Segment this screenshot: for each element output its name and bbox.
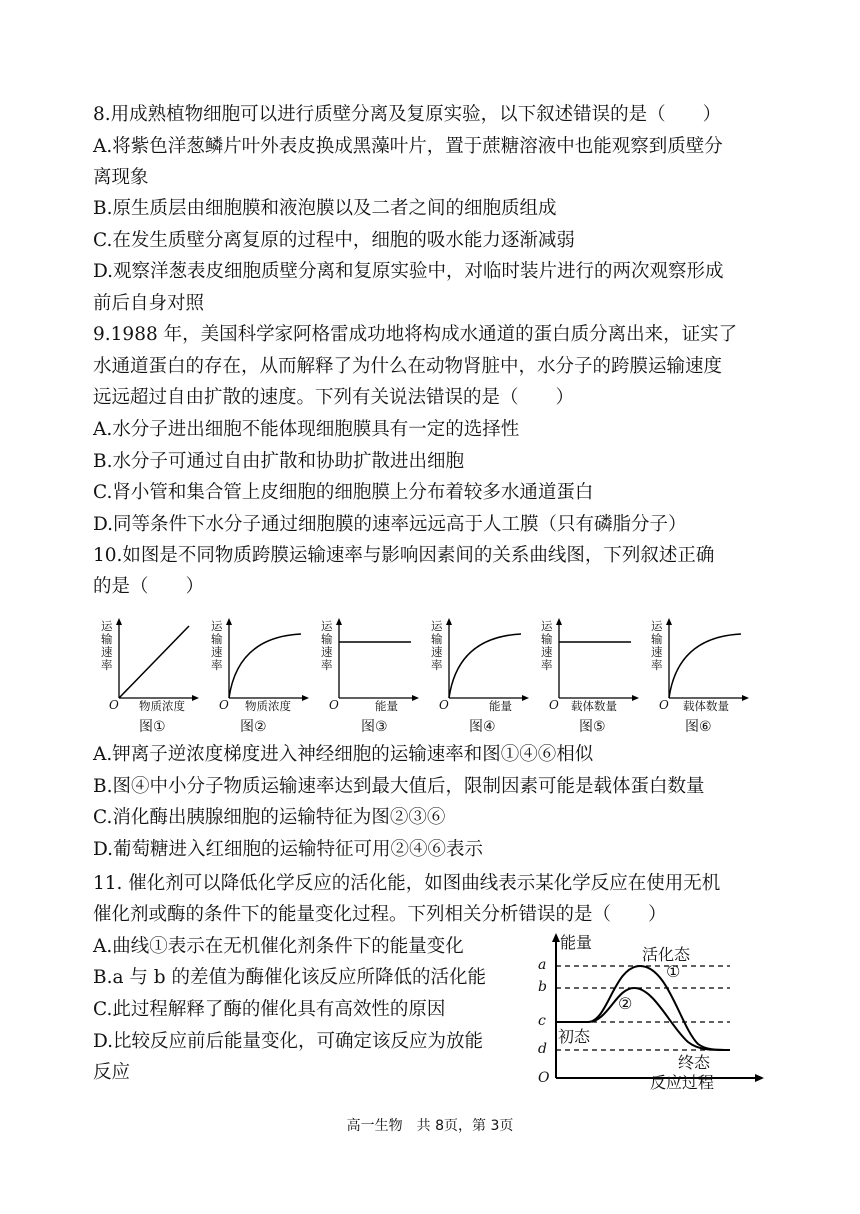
graph-6-caption: 图⑥ — [685, 719, 712, 735]
graph-3-ylabel: 运输速率 — [321, 619, 333, 672]
graph-5-ylabel: 运输速率 — [541, 619, 553, 672]
graph-1-curve — [119, 626, 189, 698]
q9-option-d: D.同等条件下水分子通过细胞膜的速率远远高于人工膜（只有磷脂分子） — [93, 514, 687, 535]
q9-stem-1: 9.1988 年，美国科学家阿格雷成功地将构成水通道的蛋白质分离出来，证实了 — [93, 324, 738, 345]
q8-option-d-cont: 前后自身对照 — [93, 293, 205, 314]
initial-state-label: 初态 — [558, 1027, 591, 1046]
q10-option-b: B.图④中小分子物质运输速率达到最大值后，限制因素可能是载体蛋白数量 — [93, 776, 705, 797]
level-b-label: b — [538, 979, 547, 995]
q10-stem-2: 的是（ ） — [93, 576, 205, 597]
graph-3-xlabel: 能量 — [375, 699, 398, 713]
q11-option-c: C.此过程解释了酶的催化具有高效性的原因 — [93, 999, 446, 1020]
q11-stem-1: 11. 催化剂可以降低化学反应的活化能，如图曲线表示某化学反应在使用无机 — [93, 873, 721, 894]
q9-option-a: A.水分子进出细胞不能体现细胞膜具有一定的选择性 — [93, 419, 520, 440]
q11-option-d-cont: 反应 — [93, 1062, 131, 1083]
graph-1-caption: 图① — [139, 719, 166, 735]
final-state-label: 终态 — [678, 1053, 711, 1072]
q9-stem-3: 远远超过自由扩散的速度。下列有关说法错误的是（ ） — [93, 387, 575, 408]
energy-diagram — [530, 930, 770, 1090]
graph-1-xlabel: 物质浓度 — [139, 699, 185, 713]
graph-4-origin: O — [439, 698, 449, 712]
graph-6 — [645, 616, 755, 738]
graph-5-caption: 图⑤ — [579, 719, 606, 735]
graph-2-curve — [229, 634, 301, 698]
q10-option-a: A.钾离子逆浓度梯度进入神经细胞的运输速率和图①④⑥相似 — [93, 744, 594, 765]
graph-2-ylabel: 运输速率 — [211, 619, 223, 672]
q8-option-c: C.在发生质壁分离复原的过程中，细胞的吸水能力逐渐减弱 — [93, 230, 575, 251]
activated-state-label: 活化态 — [642, 945, 691, 964]
graph-4-ylabel: 运输速率 — [431, 619, 443, 672]
energy-origin: O — [538, 1070, 550, 1086]
graph-6-ylabel: 运输速率 — [651, 619, 663, 672]
graph-4-caption: 图④ — [469, 719, 496, 735]
q8-stem: 8.用成熟植物细胞可以进行质壁分离及复原实验，以下叙述错误的是（ ） — [93, 104, 722, 125]
graph-4-xlabel: 能量 — [489, 699, 512, 713]
graph-5-origin: O — [549, 698, 559, 712]
q8-option-a-cont: 离现象 — [93, 167, 149, 188]
q10-option-c: C.消化酶出胰腺细胞的运输特征为图②③⑥ — [93, 807, 446, 828]
q11-stem-2: 催化剂或酶的条件下的能量变化过程。下列相关分析错误的是（ ） — [93, 904, 667, 925]
graph-2 — [205, 616, 315, 738]
level-a-label: a — [538, 957, 547, 973]
graph-6-xlabel: 载体数量 — [683, 699, 729, 713]
page-footer: 高一生物 共 8页，第 3页 — [346, 1118, 514, 1134]
q8-option-d: D.观察洋葱表皮细胞质壁分离和复原实验中，对临时装片进行的两次观察形成 — [93, 261, 724, 282]
curve-1-label: ① — [666, 962, 681, 981]
level-c-label: c — [538, 1013, 546, 1029]
graph-2-xlabel: 物质浓度 — [245, 699, 291, 713]
graph-5-xlabel: 载体数量 — [571, 699, 617, 713]
graph-5 — [535, 616, 645, 738]
q10-option-d: D.葡萄糖进入红细胞的运输特征可用②④⑥表示 — [93, 839, 484, 860]
graph-6-origin: O — [659, 698, 669, 712]
q11-option-a: A.曲线①表示在无机催化剂条件下的能量变化 — [93, 936, 464, 957]
q10-stem-1: 10.如图是不同物质跨膜运输速率与影响因素间的关系曲线图，下列叙述正确 — [93, 545, 715, 566]
q11-option-d: D.比较反应前后能量变化，可确定该反应为放能 — [93, 1031, 484, 1052]
energy-ylabel: 能量 — [560, 933, 593, 952]
graph-4-curve — [449, 634, 521, 698]
graph-3 — [315, 616, 425, 738]
q8-option-a: A.将紫色洋葱鳞片叶外表皮换成黑藻叶片，置于蔗糖溶液中也能观察到质壁分 — [93, 136, 723, 157]
q11-option-b: B.a 与 b 的差值为酶催化该反应所降低的活化能 — [93, 967, 486, 988]
q9-stem-2: 水通道蛋白的存在，从而解释了为什么在动物肾脏中，水分子的跨膜运输速度 — [93, 356, 723, 377]
energy-xlabel: 反应过程 — [650, 1073, 715, 1092]
graph-1 — [95, 616, 205, 738]
graph-1-origin: O — [109, 698, 119, 712]
curve-2-label: ② — [618, 994, 633, 1013]
transport-graphs — [95, 616, 755, 738]
q9-option-c: C.肾小管和集合管上皮细胞的细胞膜上分布着较多水通道蛋白 — [93, 482, 594, 503]
graph-2-caption: 图② — [240, 719, 267, 735]
graph-3-origin: O — [329, 698, 339, 712]
graph-3-caption: 图③ — [361, 719, 388, 735]
q8-option-b: B.原生质层由细胞膜和液泡膜以及二者之间的细胞质组成 — [93, 198, 557, 219]
level-d-label: d — [538, 1041, 547, 1057]
q9-option-b: B.水分子可通过自由扩散和协助扩散进出细胞 — [93, 451, 464, 472]
graph-2-origin: O — [219, 698, 229, 712]
graph-6-curve — [669, 634, 741, 698]
graph-4 — [425, 616, 535, 738]
graph-1-ylabel: 运输速率 — [101, 619, 113, 672]
